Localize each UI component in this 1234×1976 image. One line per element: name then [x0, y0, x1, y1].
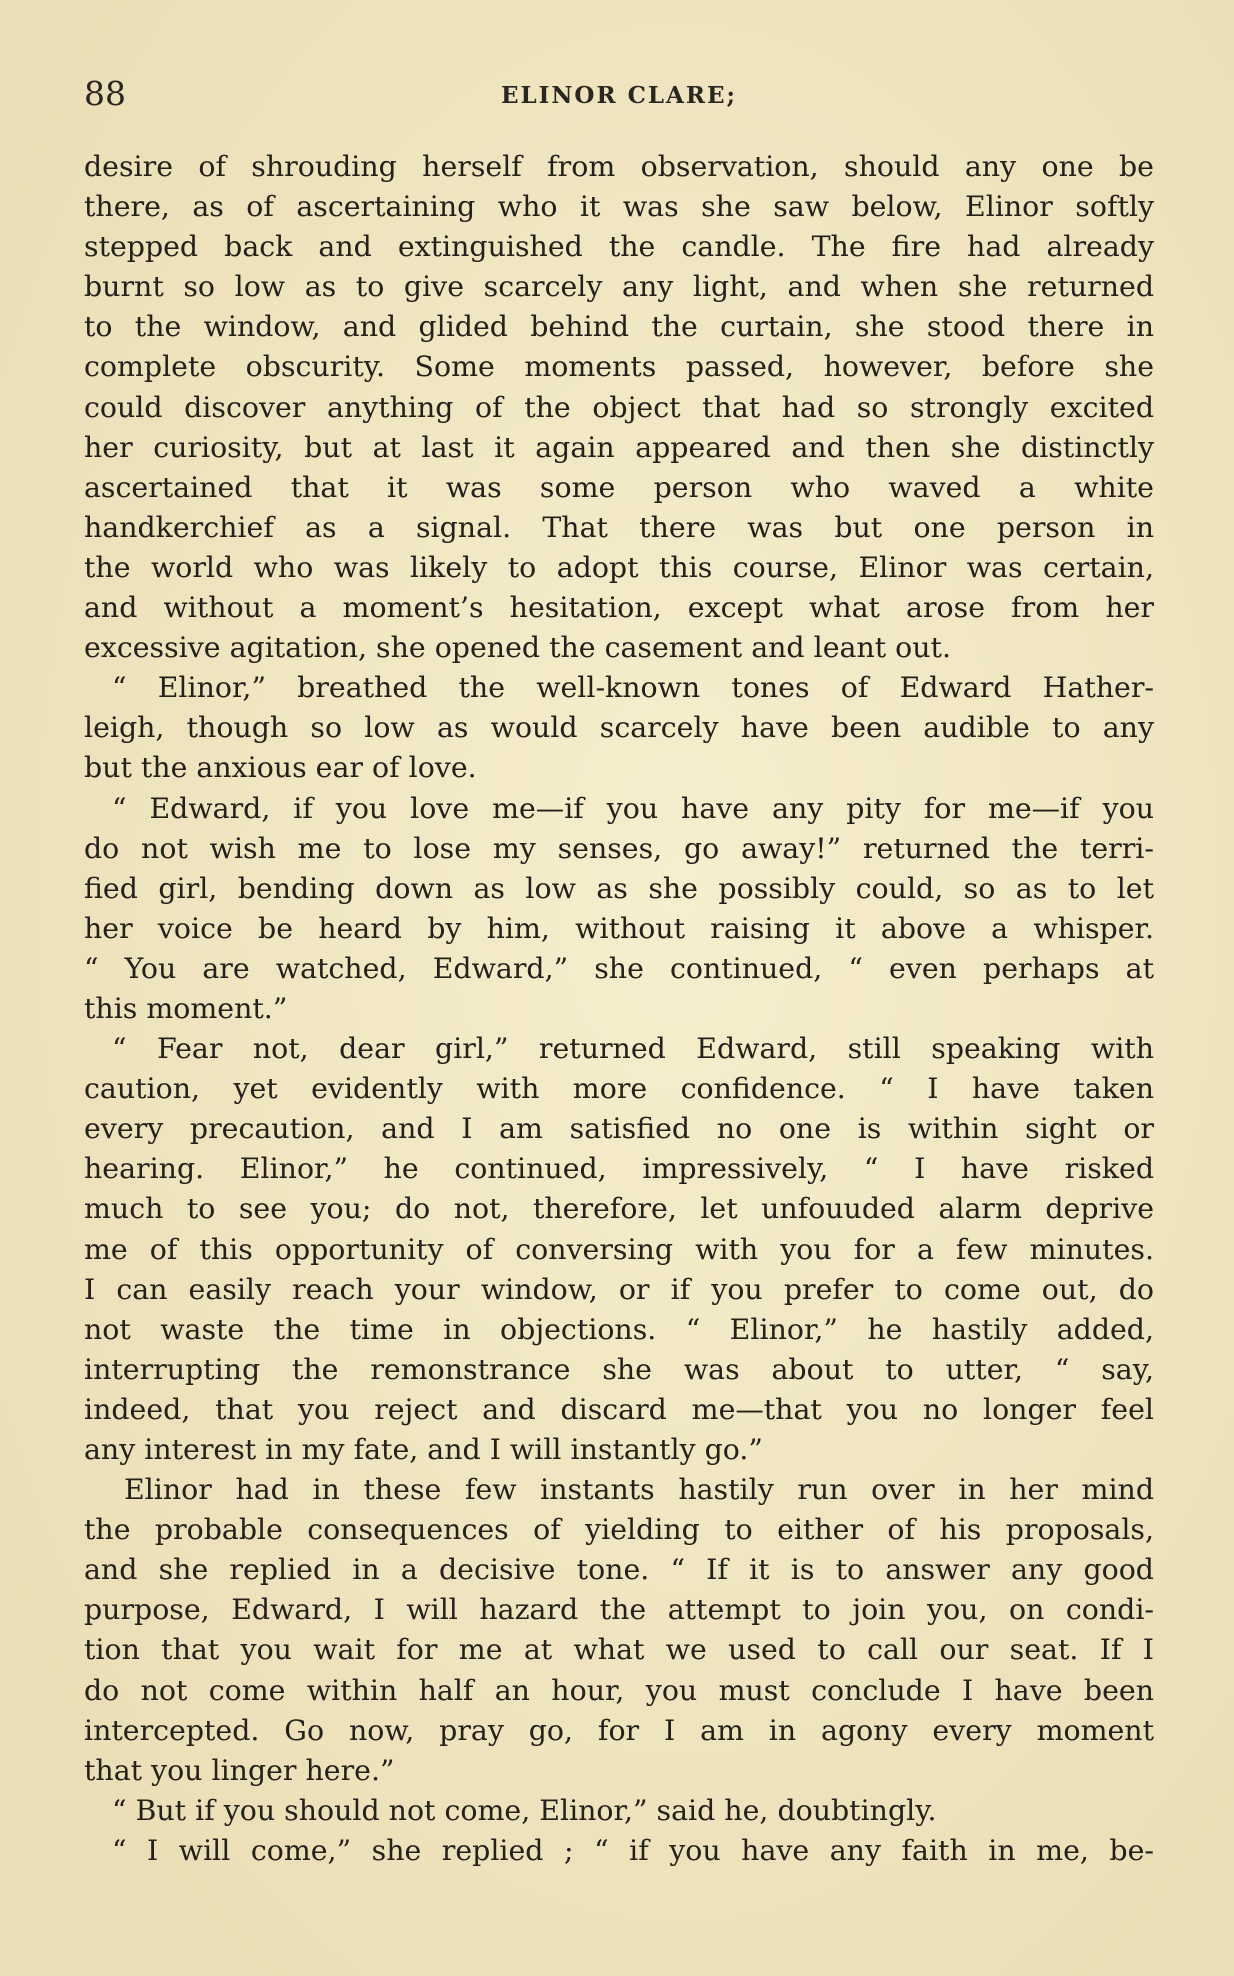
text-line: this moment.” [84, 991, 288, 1025]
text-line: leigh, though so low as would scarcely have been audible to any [84, 711, 1154, 745]
text-line: tion that you wait for me at what we used to call our seat. If I [84, 1633, 1154, 1667]
text-line: the probable consequences of yielding to either of his proposals, [84, 1513, 1154, 1547]
text-line: “ Fear not, dear girl,” returned Edward, still speaking with [112, 1032, 1154, 1066]
text-line: “ Edward, if you love me—if you have any pity for me—if you [112, 791, 1154, 825]
text-line: and without a moment’s hesitation, except what arose from her [84, 591, 1154, 625]
text-line: “ I will come,” she replied ; “ if you have any faith in me, be- [112, 1833, 1154, 1867]
text-line: indeed, that you reject and discard me—that you no longer feel [84, 1392, 1154, 1426]
text-line: much to see you; do not, therefore, let unfouuded alarm deprive [84, 1192, 1154, 1226]
text-line: “ Elinor,” breathed the well-known tones of Edward Hather- [112, 671, 1154, 705]
text-line: purpose, Edward, I will hazard the attempt to join you, on condi- [84, 1593, 1154, 1627]
text-line: that you linger here.” [84, 1753, 395, 1787]
text-line: “ But if you should not come, Elinor,” said he, doubtingly. [112, 1793, 937, 1827]
body-text [84, 147, 1154, 1871]
text-line: desire of shrouding herself from observation, should any one be [84, 150, 1154, 183]
text-line: interrupting the remonstrance she was about to utter, “ say, [84, 1352, 1154, 1386]
page-number: 88 [84, 74, 126, 113]
text-line: Elinor had in these few instants hastily run over in her mind [124, 1473, 1154, 1507]
text-line: I can easily reach your window, or if you prefer to come out, do [84, 1272, 1154, 1306]
text-line: me of this opportunity of conversing with you for a few minutes. [84, 1232, 1154, 1266]
text-line: intercepted. Go now, pray go, for I am in agony every moment [84, 1713, 1154, 1747]
text-line: and she replied in a decisive tone. “ If it is to answer any good [84, 1553, 1154, 1587]
page-header [84, 74, 1154, 124]
text-line: her curiosity, but at last it again appeared and then she distinctly [84, 430, 1154, 464]
text-line: caution, yet evidently with more confidence. “ I have taken [84, 1072, 1154, 1106]
text-line: excessive agitation, she opened the casement and leant out. [84, 631, 951, 665]
text-line: not waste the time in objections. “ Elinor,” he hastily added, [84, 1312, 1154, 1346]
text-line: handkerchief as a signal. That there was but one person in [84, 510, 1154, 544]
text-line: every precaution, and I am satisfied no one is within sight or [84, 1112, 1154, 1146]
text-line: any interest in my fate, and I will instantly go.” [84, 1433, 763, 1466]
text-line: do not wish me to lose my senses, go away!” returned the terri- [84, 831, 1154, 865]
text-line: to the window, and glided behind the curtain, she stood there in [84, 310, 1154, 344]
text-line: hearing. Elinor,” he continued, impressively, “ I have risked [84, 1152, 1154, 1186]
text-line: ascertained that it was some person who waved a white [84, 470, 1154, 504]
text-line: do not come within half an hour, you must conclude I have been [84, 1673, 1154, 1707]
text-line: could discover anything of the object that had so strongly excited [84, 390, 1154, 424]
text-line: “ You are watched, Edward,” she continued, “ even perhaps at [84, 951, 1154, 985]
text-line: burnt so low as to give scarcely any light, and when she returned [84, 270, 1154, 304]
text-line: complete obscurity. Some moments passed, however, before she [84, 350, 1154, 384]
text-line: her voice be heard by him, without raising it above a whisper. [84, 911, 1154, 945]
running-head: ELINOR CLARE; [500, 82, 738, 109]
text-line: stepped back and extinguished the candle. The fire had already [84, 230, 1154, 264]
text-line: but the anxious ear of love. [84, 751, 477, 785]
text-line: there, as of ascertaining who it was she saw below, Elinor softly [84, 190, 1154, 224]
text-line: the world who was likely to adopt this course, Elinor was certain, [84, 550, 1154, 584]
text-line: fied girl, bending down as low as she possibly could, so as to let [84, 871, 1154, 905]
